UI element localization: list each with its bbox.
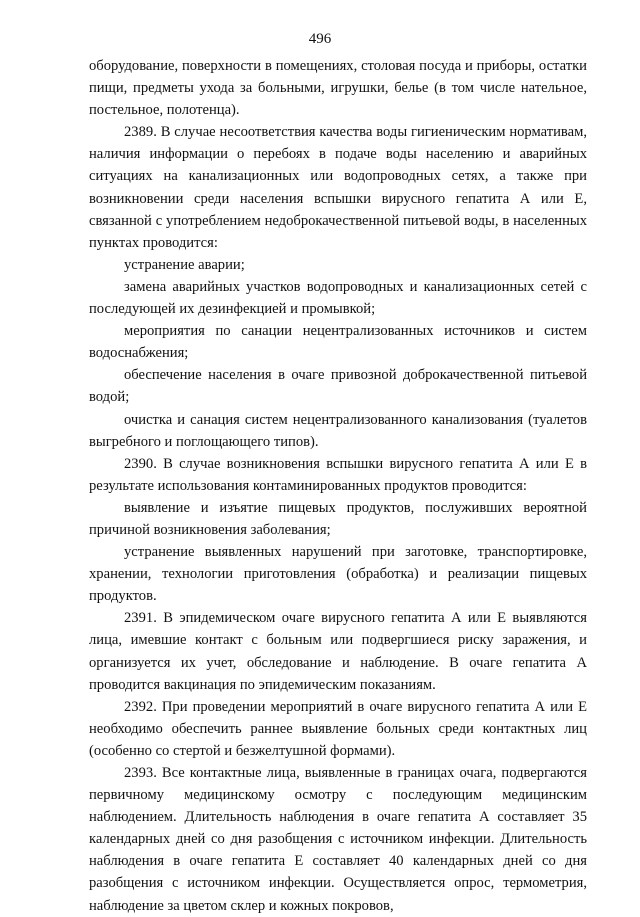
paragraph-continuation: оборудование, поверхности в помещениях, столовая посуда и приборы, остатки пищи, предметы ухода за больными, игрушки, белье (в том числе нательное, постельное, полотенца). xyxy=(89,58,587,119)
page-number: 496 xyxy=(308,31,332,47)
document-body xyxy=(89,55,587,917)
list-item-accident-elimination: устранение аварии; xyxy=(124,256,245,273)
list-item-food-withdrawal: выявление и изъятие пищевых продуктов, послуживших вероятной причиной возникновения заболевания; xyxy=(89,499,587,538)
paragraph-2392: 2392. При проведении мероприятий в очаге вирусного гепатита А или Е необходимо обеспечить раннее выявление больных среди контактных лиц (особенно со стертой и безжелтушной формами). xyxy=(89,698,587,759)
list-item-sanitation-sources: мероприятия по санации нецентрализованных источников и систем водоснабжения; xyxy=(89,323,587,362)
paragraph-2393: 2393. Все контактные лица, выявленные в границах очага, подвергаются первичному медицинскому осмотру с последующим медицинским наблюдением. Длительность наблюдения в очаге гепатита А составляет 35 календарных дней со дня разобщения с источником инфекции. Длительность наблюдения в очаге гепатита Е составляет 40 календарных дней со дня разобщения с источником инфекции. Осуществляется опрос, термометрия, наблюдение за цветом склер и кожных покровов, xyxy=(89,765,587,914)
list-item-sewage-cleaning: очистка и санация систем нецентрализованного канализования (туалетов выгребного и поглощающего типов). xyxy=(89,411,587,450)
paragraph-2390: 2390. В случае возникновения вспышки вирусного гепатита А или Е в результате использования контаминированных продуктов проводится: xyxy=(89,455,587,494)
paragraph-2391: 2391. В эпидемическом очаге вирусного гепатита А или Е выявляются лица, имевшие контакт с больным или подвергшиеся риску заражения, и организуется их учет, обследование и наблюдение. В очаге гепатита А проводится вакцинация по эпидемическим показаниям. xyxy=(89,610,587,693)
list-item-water-supply: обеспечение населения в очаге привозной доброкачественной питьевой водой; xyxy=(89,367,587,406)
paragraph-2389: 2389. В случае несоответствия качества воды гигиеническим нормативам, наличия информации о перебоях в подаче воды населению и аварийных ситуациях на канализационных или водопроводных сетях, а также при возникновении среди населения вспышки вирусного гепатита А или Е, связанной с употреблением недоброкачественной питьевой воды, в населенных пунктах проводится: xyxy=(89,124,587,251)
list-item-network-replacement: замена аварийных участков водопроводных и канализационных сетей с последующей их дезинфекцией и промывкой; xyxy=(89,278,587,318)
list-item-violations-elimination: устранение выявленных нарушений при заготовке, транспортировке, хранении, технологии приготовления (обработка) и реализации пищевых продуктов. xyxy=(89,544,587,605)
